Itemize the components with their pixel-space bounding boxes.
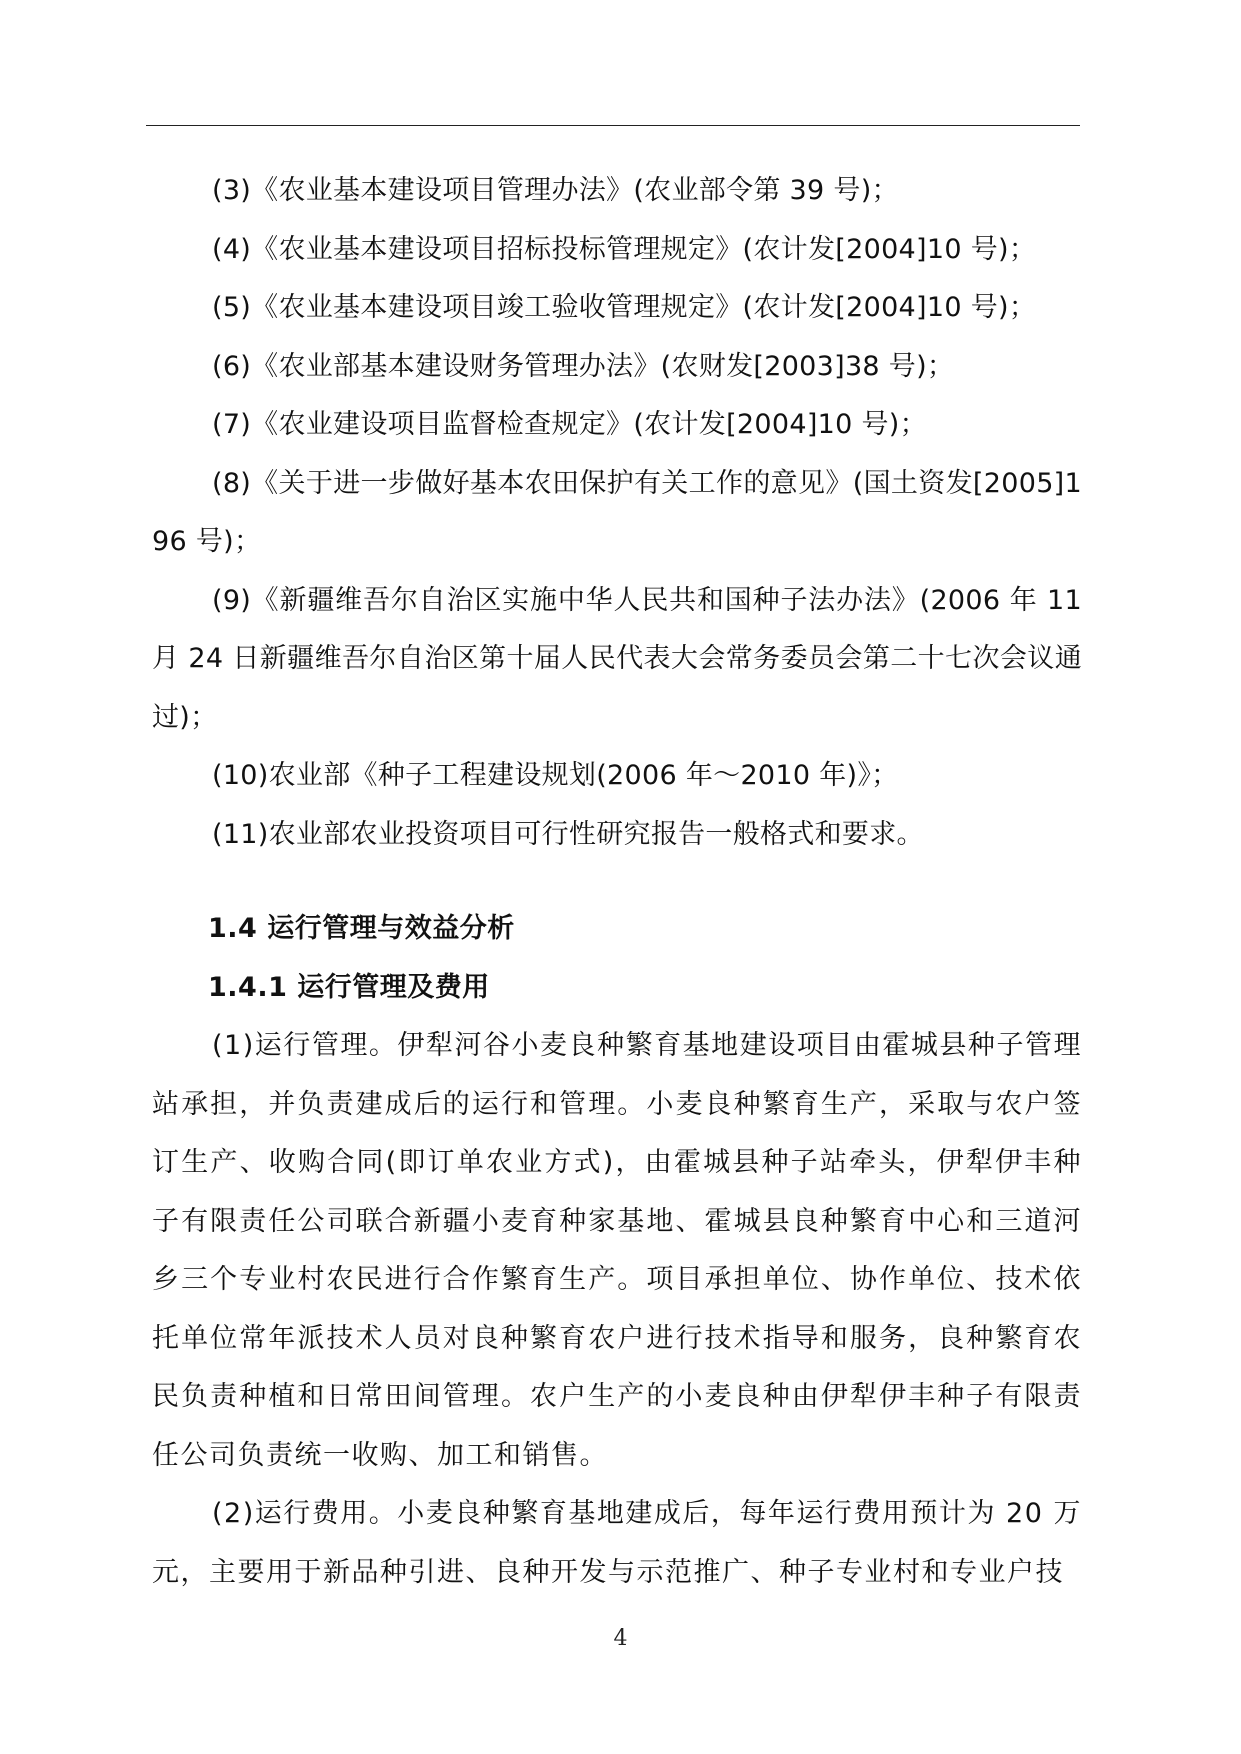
reference-item-8: (8)《关于进一步做好基本农田保护有关工作的意见》(国土资发[2005]196 号)； <box>152 467 1082 557</box>
reference-item-3: (3)《农业基本建设项目管理办法》(农业部令第 39 号)； <box>212 175 899 206</box>
reference-item-5: (5)《农业基本建设项目竣工验收管理规定》(农计发[2004]10 号)； <box>212 292 1037 323</box>
reference-item-7: (7)《农业建设项目监督检查规定》(农计发[2004]10 号)； <box>212 409 927 440</box>
page-number: 4 <box>613 1626 628 1651</box>
header-rule <box>146 125 1080 126</box>
paragraph-operation-cost: (2)运行费用。小麦良种繁育基地建成后，每年运行费用预计为 20 万元，主要用于新品种引进、良种开发与示范推广、种子专业村和专业户技 <box>152 1498 1082 1588</box>
subsection-heading: 1.4.1 运行管理及费用 <box>208 971 490 1003</box>
document-page <box>152 162 1082 1602</box>
reference-list <box>152 162 1082 864</box>
paragraph-operation-management: (1)运行管理。伊犁河谷小麦良种繁育基地建设项目由霍城县种子管理站承担，并负责建成后的运行和管理。小麦良种繁育生产，采取与农户签订生产、收购合同(即订单农业方式)，由霍城县种子站牵头，伊犁伊丰种子有限责任公司联合新疆小麦育种家基地、霍城县良种繁育中心和三道河乡三个专业村农民进行合作繁育生产。项目承担单位、协作单位、技术依托单位常年派技术人员对良种繁育农户进行技术指导和服务，良种繁育农民负责种植和日常田间管理。农户生产的小麦良种由伊犁伊丰种子有限责任公司负责统一收购、加工和销售。 <box>152 1030 1082 1471</box>
section-heading: 1.4 运行管理与效益分析 <box>208 913 515 944</box>
reference-item-6: (6)《农业部基本建设财务管理办法》(农财发[2003]38 号)； <box>212 350 955 382</box>
reference-item-10: (10)农业部《种子工程建设规划(2006 年～2010 年)》； <box>212 760 899 791</box>
reference-item-11: (11)农业部农业投资项目可行性研究报告一般格式和要求。 <box>212 818 924 850</box>
reference-item-4: (4)《农业基本建设项目招标投标管理规定》(农计发[2004]10 号)； <box>212 233 1037 265</box>
reference-item-9: (9)《新疆维吾尔自治区实施中华人民共和国种子法办法》(2006 年 11 月 24 日新疆维吾尔自治区第十届人民代表大会常务委员会第二十七次会议通过)； <box>152 584 1082 733</box>
body-text <box>152 1017 1082 1602</box>
